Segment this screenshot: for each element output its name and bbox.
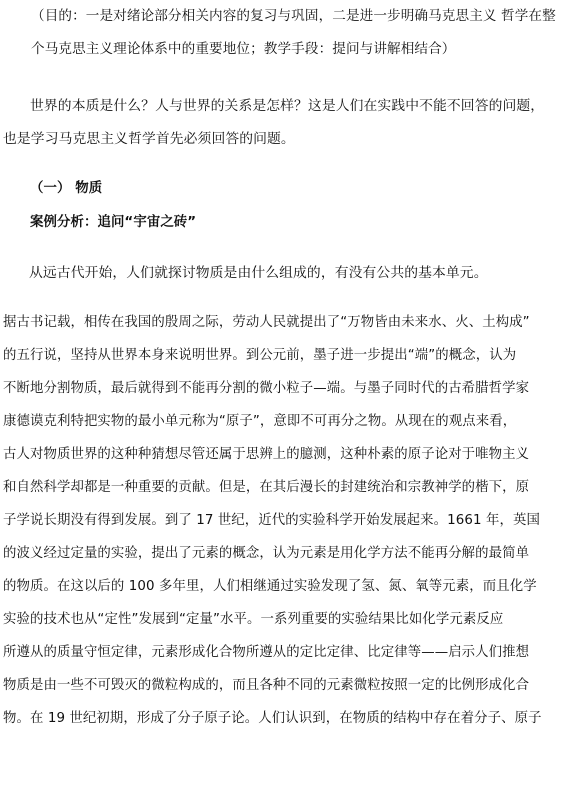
body-line: 据古书记载，相传在我国的殷周之际，劳动人民就提出了“万物皆由未来水、火、土构成” bbox=[3, 315, 530, 330]
body-line: 物。在 19 世纪初期，形成了分子原子论。人们认识到，在物质的结构中存在着分子、原子 bbox=[3, 711, 542, 726]
body-line: 的五行说，坚持从世界本身来说明世界。到公元前，墨子进一步提出“端”的概念，认为 bbox=[3, 348, 517, 363]
body-line: 的物质。在这以后的 100 多年里，人们相继通过实验发现了氢、氮、氧等元素，而且化学 bbox=[3, 579, 537, 594]
body-line: 和自然科学却都是一种重要的贡献。但是，在其后漫长的封建统治和宗教神学的楷下，原 bbox=[3, 480, 530, 495]
body-line: 的波义经过定量的实验，提出了元素的概念，认为元素是用化学方法不能再分解的最简单 bbox=[3, 546, 530, 561]
body-line: 古人对物质世界的这种种猜想尽管还属于思辨上的臆测，这种朴素的原子论对于唯物主义 bbox=[3, 447, 530, 462]
section-heading: （一） 物质 bbox=[30, 181, 103, 196]
body-line: 不断地分割物质，最后就得到不能再分割的微小粒子—端。与墨子同时代的古希腊哲学家 bbox=[3, 381, 530, 396]
question-line-1: 世界的本质是什么？人与世界的关系是怎样？这是人们在实践中不能不回答的问题， bbox=[30, 98, 545, 114]
intro-line-1: （目的：一是对绪论部分相关内容的复习与巩固，二是进一步明确马克思主义 哲学在整 bbox=[31, 8, 556, 24]
body-line: 子学说长期没有得到发展。到了 17 世纪，近代的实验科学开始发展起来。1661 年，英国 bbox=[3, 513, 540, 528]
body-line: 康德谟克利特把实物的最小单元称为“原子”，意即不可再分之物。从现在的观点来看， bbox=[3, 414, 517, 429]
opening-line: 从远古代开始，人们就探讨物质是由什么组成的，有没有公共的基本单元。 bbox=[29, 265, 488, 281]
body-line: 物质是由一些不可毁灭的微粒构成的，而且各种不同的元素微粒按照一定的比例形成化合 bbox=[3, 678, 530, 693]
body-line: 实验的技术也从“定性”发展到“定量”水平。一系列重要的实验结果比如化学元素反应 bbox=[3, 612, 504, 627]
case-heading: 案例分析：追问“宇宙之砖” bbox=[30, 215, 197, 230]
question-line-2: 也是学习马克思主义哲学首先必须回答的问题。 bbox=[3, 131, 295, 147]
intro-line-2: 个马克思主义理论体系中的重要地位；教学手段：提问与讲解相结合） bbox=[31, 41, 456, 57]
body-line: 所遵从的质量守恒定律，元素形成化合物所遵从的定比定律、比定律等——启示人们推想 bbox=[3, 645, 530, 660]
